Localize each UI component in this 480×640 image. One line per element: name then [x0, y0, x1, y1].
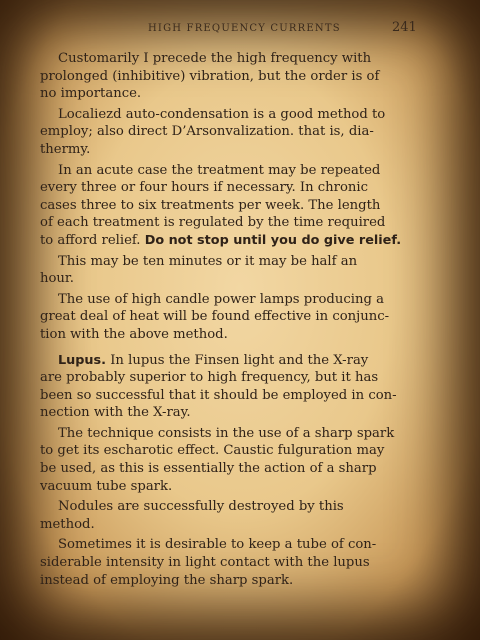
- text-line: cases three to six treatments per week. The length: [40, 197, 381, 213]
- text-line: hour.: [40, 271, 74, 287]
- text-line: method.: [40, 516, 95, 532]
- page-body: [40, 50, 428, 592]
- text-line: thermy.: [40, 141, 91, 157]
- text-line: The use of high candle power lamps producing a: [58, 291, 384, 307]
- paragraph: [40, 50, 428, 103]
- text-line: Customarily I precede the high frequency with: [58, 51, 372, 66]
- page-header: [0, 20, 480, 40]
- text-line: prolonged (inhibitive) vibration, but the order is of: [40, 68, 380, 84]
- paragraph: [40, 352, 428, 422]
- text-line: no importance.: [40, 86, 142, 102]
- paragraph: [40, 253, 428, 288]
- paragraph: [40, 498, 428, 533]
- text-line: to get its escharotic effect. Caustic fulguration may: [40, 443, 385, 459]
- text-line: Localiezd auto-condensation is a good method to: [58, 106, 386, 122]
- text-line: employ; also direct D’Arsonvalization. that is, dia-: [40, 124, 374, 140]
- text-line: Sometimes it is desirable to keep a tube of con-: [58, 537, 377, 553]
- text-line: [40, 352, 428, 370]
- text-line: been so successful that it should be employed in con-: [40, 387, 397, 403]
- text-line: be used, as this is essentially the action of a sharp: [40, 461, 377, 477]
- text-fragment: to afford relief.: [40, 232, 141, 248]
- running-head: HIGH FREQUENCY CURRENTS: [148, 23, 341, 34]
- text-line: nection with the X-ray.: [40, 405, 191, 421]
- text-fragment: In lupus the Finsen light and the X-ray: [110, 352, 369, 368]
- text-line: In an acute case the treatment may be repeated: [58, 162, 381, 178]
- text-line: vacuum tube spark.: [40, 478, 173, 494]
- text-line: [40, 232, 428, 250]
- text-line: siderable intensity in light contact with the lupus: [40, 555, 370, 571]
- section-lead: Lupus.: [58, 352, 107, 368]
- text-line: are probably superior to high frequency, but it has: [40, 370, 379, 386]
- text-line: This may be ten minutes or it may be half an: [58, 253, 358, 269]
- text-line: great deal of heat will be found effective in conjunc-: [40, 309, 390, 325]
- text-line: of each treatment is regulated by the time required: [40, 215, 386, 231]
- paragraph: [40, 106, 428, 159]
- paragraph: [40, 536, 428, 589]
- text-line: tion with the above method.: [40, 326, 228, 342]
- text-line: Nodules are successfully destroyed by this: [58, 499, 344, 515]
- text-line: instead of employing the sharp spark.: [40, 572, 294, 588]
- paragraph: [40, 425, 428, 495]
- page-number: 241: [392, 20, 417, 35]
- emphasized-text: Do not stop until you do give relief.: [144, 232, 402, 248]
- paragraph: [40, 291, 428, 344]
- text-line: The technique consists in the use of a sharp spark: [58, 425, 395, 441]
- paragraph: [40, 162, 428, 250]
- text-line: every three or four hours if necessary. In chronic: [40, 180, 369, 196]
